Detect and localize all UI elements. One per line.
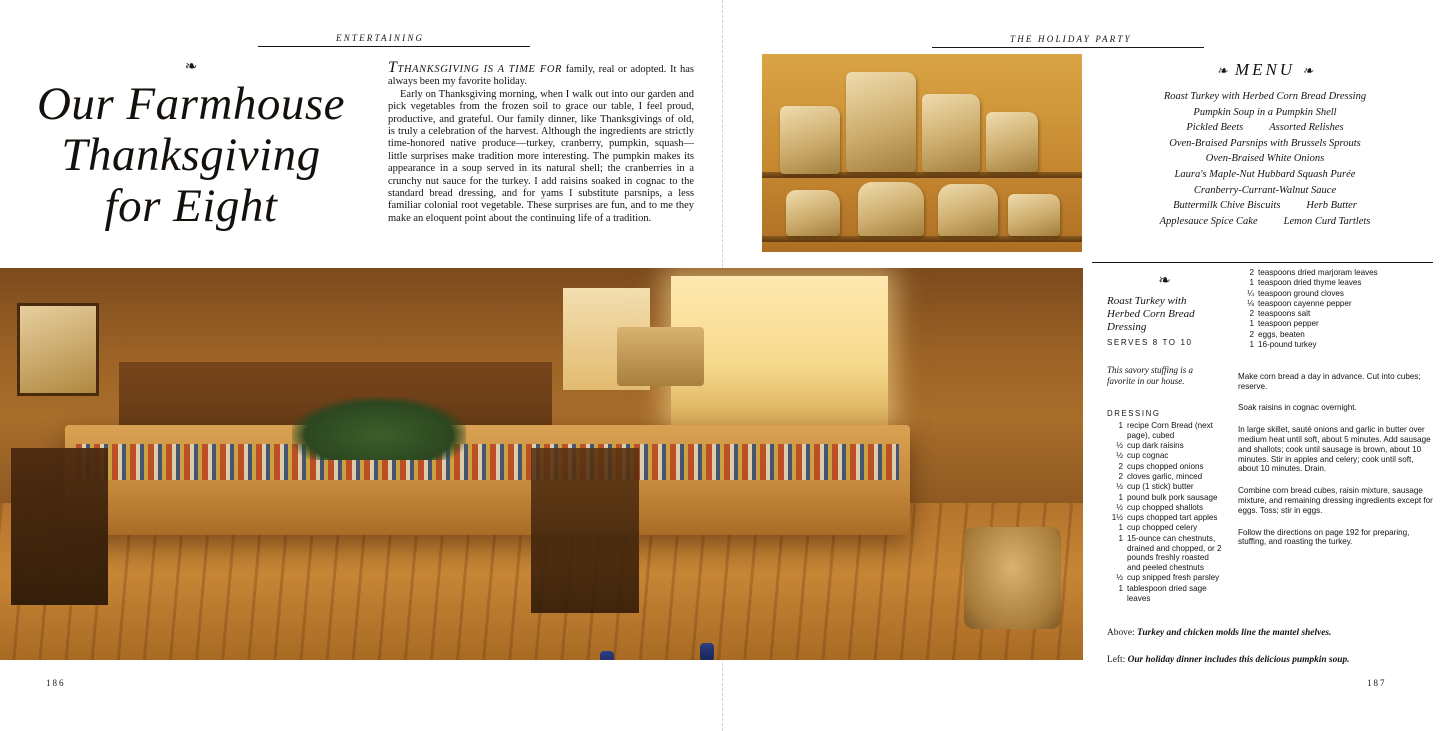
chair-right — [531, 448, 639, 613]
leaf-ornament-icon: ❧ — [1158, 273, 1171, 289]
ingredient-text: tablespoon dried sage leaves — [1127, 583, 1207, 603]
folio-left: 186 — [46, 678, 66, 688]
caption-above — [1107, 627, 1433, 639]
menu-item: Roast Turkey with Herbed Corn Bread Dressing — [1163, 91, 1367, 102]
blue-goblet — [600, 651, 614, 660]
recipe-column-left — [1107, 274, 1222, 604]
ingredient-amount: ½ — [1116, 441, 1123, 451]
ingredient-text: 16-pound turkey — [1258, 340, 1317, 350]
ingredient-text: cup chopped celery — [1127, 523, 1198, 533]
recipe-column-right — [1238, 268, 1433, 547]
recipe-step: Make corn bread a day in advance. Cut into cubes; reserve. — [1238, 371, 1421, 391]
ingredient-text: teaspoon dried thyme leaves — [1258, 278, 1362, 288]
ingredient-amount: 1 — [1249, 319, 1254, 329]
leaf-ornament-icon: ❧ — [184, 59, 198, 75]
ingredient-amount: 1 — [1118, 583, 1123, 593]
leaf-ornament-icon: ❧ — [1216, 63, 1228, 78]
ingredient-row — [1107, 451, 1222, 461]
ingredient-row — [1107, 584, 1222, 604]
ingredient-text: teaspoon pepper — [1258, 319, 1319, 329]
ingredient-amount: ½ — [1116, 482, 1123, 492]
page-title-line-1: Our Farmhouse — [36, 78, 346, 130]
dining-table — [65, 425, 910, 535]
ingredient-amount: 2 — [1249, 329, 1254, 339]
mantel-shelf-bottom — [762, 236, 1082, 242]
ingredient-row — [1107, 534, 1222, 573]
ingredient-text: cloves garlic, minced — [1127, 471, 1203, 481]
ingredient-amount: 1½ — [1111, 513, 1123, 523]
caption-above-label: Above: — [1107, 628, 1135, 638]
caption-left-label: Left: — [1107, 655, 1126, 665]
ingredient-text: recipe Corn Bread (next page), cubed — [1127, 421, 1213, 440]
ingredient-text: teaspoon cayenne pepper — [1258, 298, 1352, 308]
ingredient-text: cup snipped fresh parsley — [1127, 573, 1220, 583]
ingredient-amount: ½ — [1116, 451, 1123, 461]
ingredient-text: cup dark raisins — [1127, 441, 1184, 451]
ingredient-row — [1107, 441, 1222, 451]
ingredient-row — [1107, 462, 1222, 472]
ingredient-text: teaspoon ground cloves — [1258, 288, 1344, 298]
menu-item: Lemon Curd Tartlets — [1283, 215, 1371, 227]
page-title — [26, 79, 356, 231]
caption-left — [1107, 654, 1433, 666]
intro-paragraph-1-text: family, real or adopted. It has always been my favorite holiday. — [388, 64, 695, 88]
ingredient-row — [1238, 278, 1433, 288]
ingredient-text: 15-ounce can chestnuts, drained and chopped, or 2 pounds freshly roasted and peeled chestnuts — [1127, 533, 1222, 573]
ingredient-text: teaspoons salt — [1258, 309, 1311, 319]
ingredient-row — [1238, 319, 1433, 329]
ingredient-text: pound bulk pork sausage — [1127, 492, 1218, 502]
centerpiece-greens — [292, 397, 465, 460]
ingredient-row — [1107, 503, 1222, 513]
blue-goblet — [700, 643, 714, 660]
ingredient-row — [1107, 523, 1222, 533]
menu-item: Cranberry-Currant-Walnut Sauce — [1193, 184, 1337, 196]
menu-heading-label: MENU — [1234, 60, 1296, 79]
menu-heading — [1100, 60, 1430, 80]
ingredient-amount: ⅛ — [1247, 298, 1254, 308]
ingredient-row — [1238, 330, 1433, 340]
ingredient-amount: 2 — [1118, 471, 1123, 481]
menu-item-row — [1100, 120, 1430, 136]
mold-icon — [858, 182, 924, 236]
menu-block — [1100, 60, 1430, 229]
ingredient-row — [1238, 309, 1433, 319]
menu-item: Assorted Relishes — [1269, 122, 1344, 134]
ingredient-row — [1107, 421, 1222, 441]
ingredient-amount: 1 — [1249, 340, 1254, 350]
page-title-line-3: for Eight — [104, 179, 278, 232]
ingredient-text: teaspoons dried marjoram leaves — [1258, 268, 1378, 277]
photo-thanksgiving-table — [0, 268, 1083, 660]
recipe-step: In large skillet, sauté onions and garlic in butter over medium heat until soft, about 5 minutes. Add sausage and shallots; cook until sausage is brown, about 10 minutes. Stir in apples and celery; cook until soft, about 10 minutes. Drain. — [1238, 425, 1431, 474]
menu-divider-rule — [1092, 262, 1433, 263]
ingredient-row — [1238, 268, 1433, 278]
recipe-step: Follow the directions on page 192 for preparing, stuffing, and roasting the turkey. — [1238, 527, 1410, 547]
article-intro — [388, 59, 695, 225]
right-running-head: THE HOLIDAY PARTY — [1010, 34, 1132, 44]
ingredient-text: cup (1 stick) butter — [1127, 482, 1194, 492]
leaf-ornament-icon: ❧ — [1302, 63, 1314, 78]
ingredient-row — [1107, 493, 1222, 503]
mold-icon — [846, 72, 916, 172]
ingredient-row — [1107, 472, 1222, 482]
menu-item: Laura's Maple-Nut Hubbard Squash Purée — [1174, 168, 1356, 180]
ingredient-row — [1238, 340, 1433, 350]
ingredient-amount: 2 — [1118, 461, 1123, 471]
mold-icon — [1008, 194, 1060, 236]
ingredient-amount: 2 — [1249, 268, 1254, 277]
ingredient-text: cup cognac — [1127, 451, 1169, 461]
menu-item: Buttermilk Chive Biscuits — [1173, 200, 1281, 212]
menu-item: Pickled Beets — [1186, 122, 1244, 134]
ingredient-text: cups chopped tart apples — [1127, 513, 1218, 523]
article-title-block — [26, 60, 356, 231]
chair-left — [11, 448, 108, 605]
ingredient-row — [1107, 573, 1222, 583]
ingredient-amount: 1 — [1118, 421, 1123, 430]
ingredient-amount: ¼ — [1247, 288, 1254, 298]
mold-icon — [986, 112, 1038, 172]
mold-icon — [938, 184, 998, 236]
ingredient-row — [1238, 289, 1433, 299]
photo-table-bg — [0, 268, 1083, 660]
menu-item-row — [1100, 198, 1430, 214]
recipe-step: Soak raisins in cognac overnight. — [1238, 403, 1357, 413]
menu-item: Pumpkin Soup in a Pumpkin Shell — [1193, 106, 1337, 118]
ingredient-row — [1107, 482, 1222, 492]
folio-right: 187 — [1367, 678, 1387, 688]
left-running-head: ENTERTAINING — [336, 33, 425, 43]
recipe-title: Roast Turkey with Herbed Corn Bread Dressing — [1107, 295, 1195, 333]
wall-mirror — [17, 303, 99, 395]
mold-icon — [780, 106, 840, 174]
page-title-line-2: Thanksgiving — [61, 128, 321, 181]
ingredient-amount: 1 — [1118, 533, 1123, 543]
intro-lead-in: THANKSGIVING IS A TIME FOR — [397, 64, 563, 75]
ingredient-row — [1107, 513, 1222, 523]
menu-list — [1100, 89, 1430, 229]
right-head-rule — [932, 47, 1204, 48]
menu-item-row — [1100, 214, 1430, 230]
floor-basket — [964, 527, 1061, 629]
menu-item: Oven-Braised White Onions — [1205, 153, 1325, 165]
menu-item: Herb Butter — [1306, 200, 1357, 212]
ingredient-row — [1238, 299, 1433, 309]
ingredient-amount: 2 — [1249, 309, 1254, 319]
recipe-serves: SERVES 8 TO 10 — [1107, 338, 1193, 347]
ingredient-text: eggs, beaten — [1258, 329, 1305, 339]
left-head-rule — [258, 46, 530, 47]
ingredient-text: cup chopped shallots — [1127, 502, 1204, 512]
ingredient-amount: 1 — [1118, 492, 1123, 502]
ingredient-amount: ½ — [1116, 502, 1123, 512]
caption-above-text: Turkey and chicken molds line the mantel shelves. — [1136, 628, 1332, 638]
ingredient-amount: ½ — [1116, 573, 1123, 583]
mold-icon — [786, 190, 840, 236]
caption-left-text: Our holiday dinner includes this delicious pumpkin soup. — [1127, 655, 1350, 665]
ingredient-amount: 1 — [1118, 523, 1123, 533]
window-large — [671, 276, 888, 425]
photo-turkey-molds — [762, 54, 1082, 252]
mold-icon — [922, 94, 980, 172]
intro-paragraph-1: TTHANKSGIVING IS A TIME FOR family, real or adopted. It has always been my favorite holiday. — [388, 59, 695, 88]
wicker-hamper — [617, 327, 704, 386]
menu-item: Applesauce Spice Cake — [1159, 215, 1258, 227]
menu-item: Oven-Braised Parsnips with Brussels Sprouts — [1169, 137, 1361, 149]
intro-paragraph-2: Early on Thanksgiving morning, when I walk out into our garden and pick vegetables from the frozen soil to grace our table, I feel proud, productive, and grateful. Our family dinner, like Thanksgivings of old, is truly a celebration of the harvest. Although the ingredients are strictly time-honored native produce—turkey, cranberry, pumpkin, squash—little surprises make tradition more interesting. The pumpkin makes its appearance in a soup served in its natural shell; the cranberries in a crunchy nut sauce for the turkey. I add raisins soaked in cognac to the standard bread dressing, and for yams I substitute parsnips, a less familiar colonial root vegetable. These surprises are fun, and to me they make an eloquent point about the continuing life of a tradition. — [388, 88, 694, 224]
striped-table-runner — [76, 444, 899, 479]
dressing-section-label: DRESSING — [1107, 409, 1161, 418]
ingredient-text: cups chopped onions — [1127, 461, 1204, 471]
ingredient-amount: 1 — [1249, 278, 1254, 288]
recipe-step: Combine corn bread cubes, raisin mixture, sausage mixture, and remaining dressing ingredients except for eggs. Toss; stir in eggs. — [1238, 486, 1433, 515]
recipe-note: This savory stuffing is a favorite in our house. — [1107, 365, 1194, 386]
